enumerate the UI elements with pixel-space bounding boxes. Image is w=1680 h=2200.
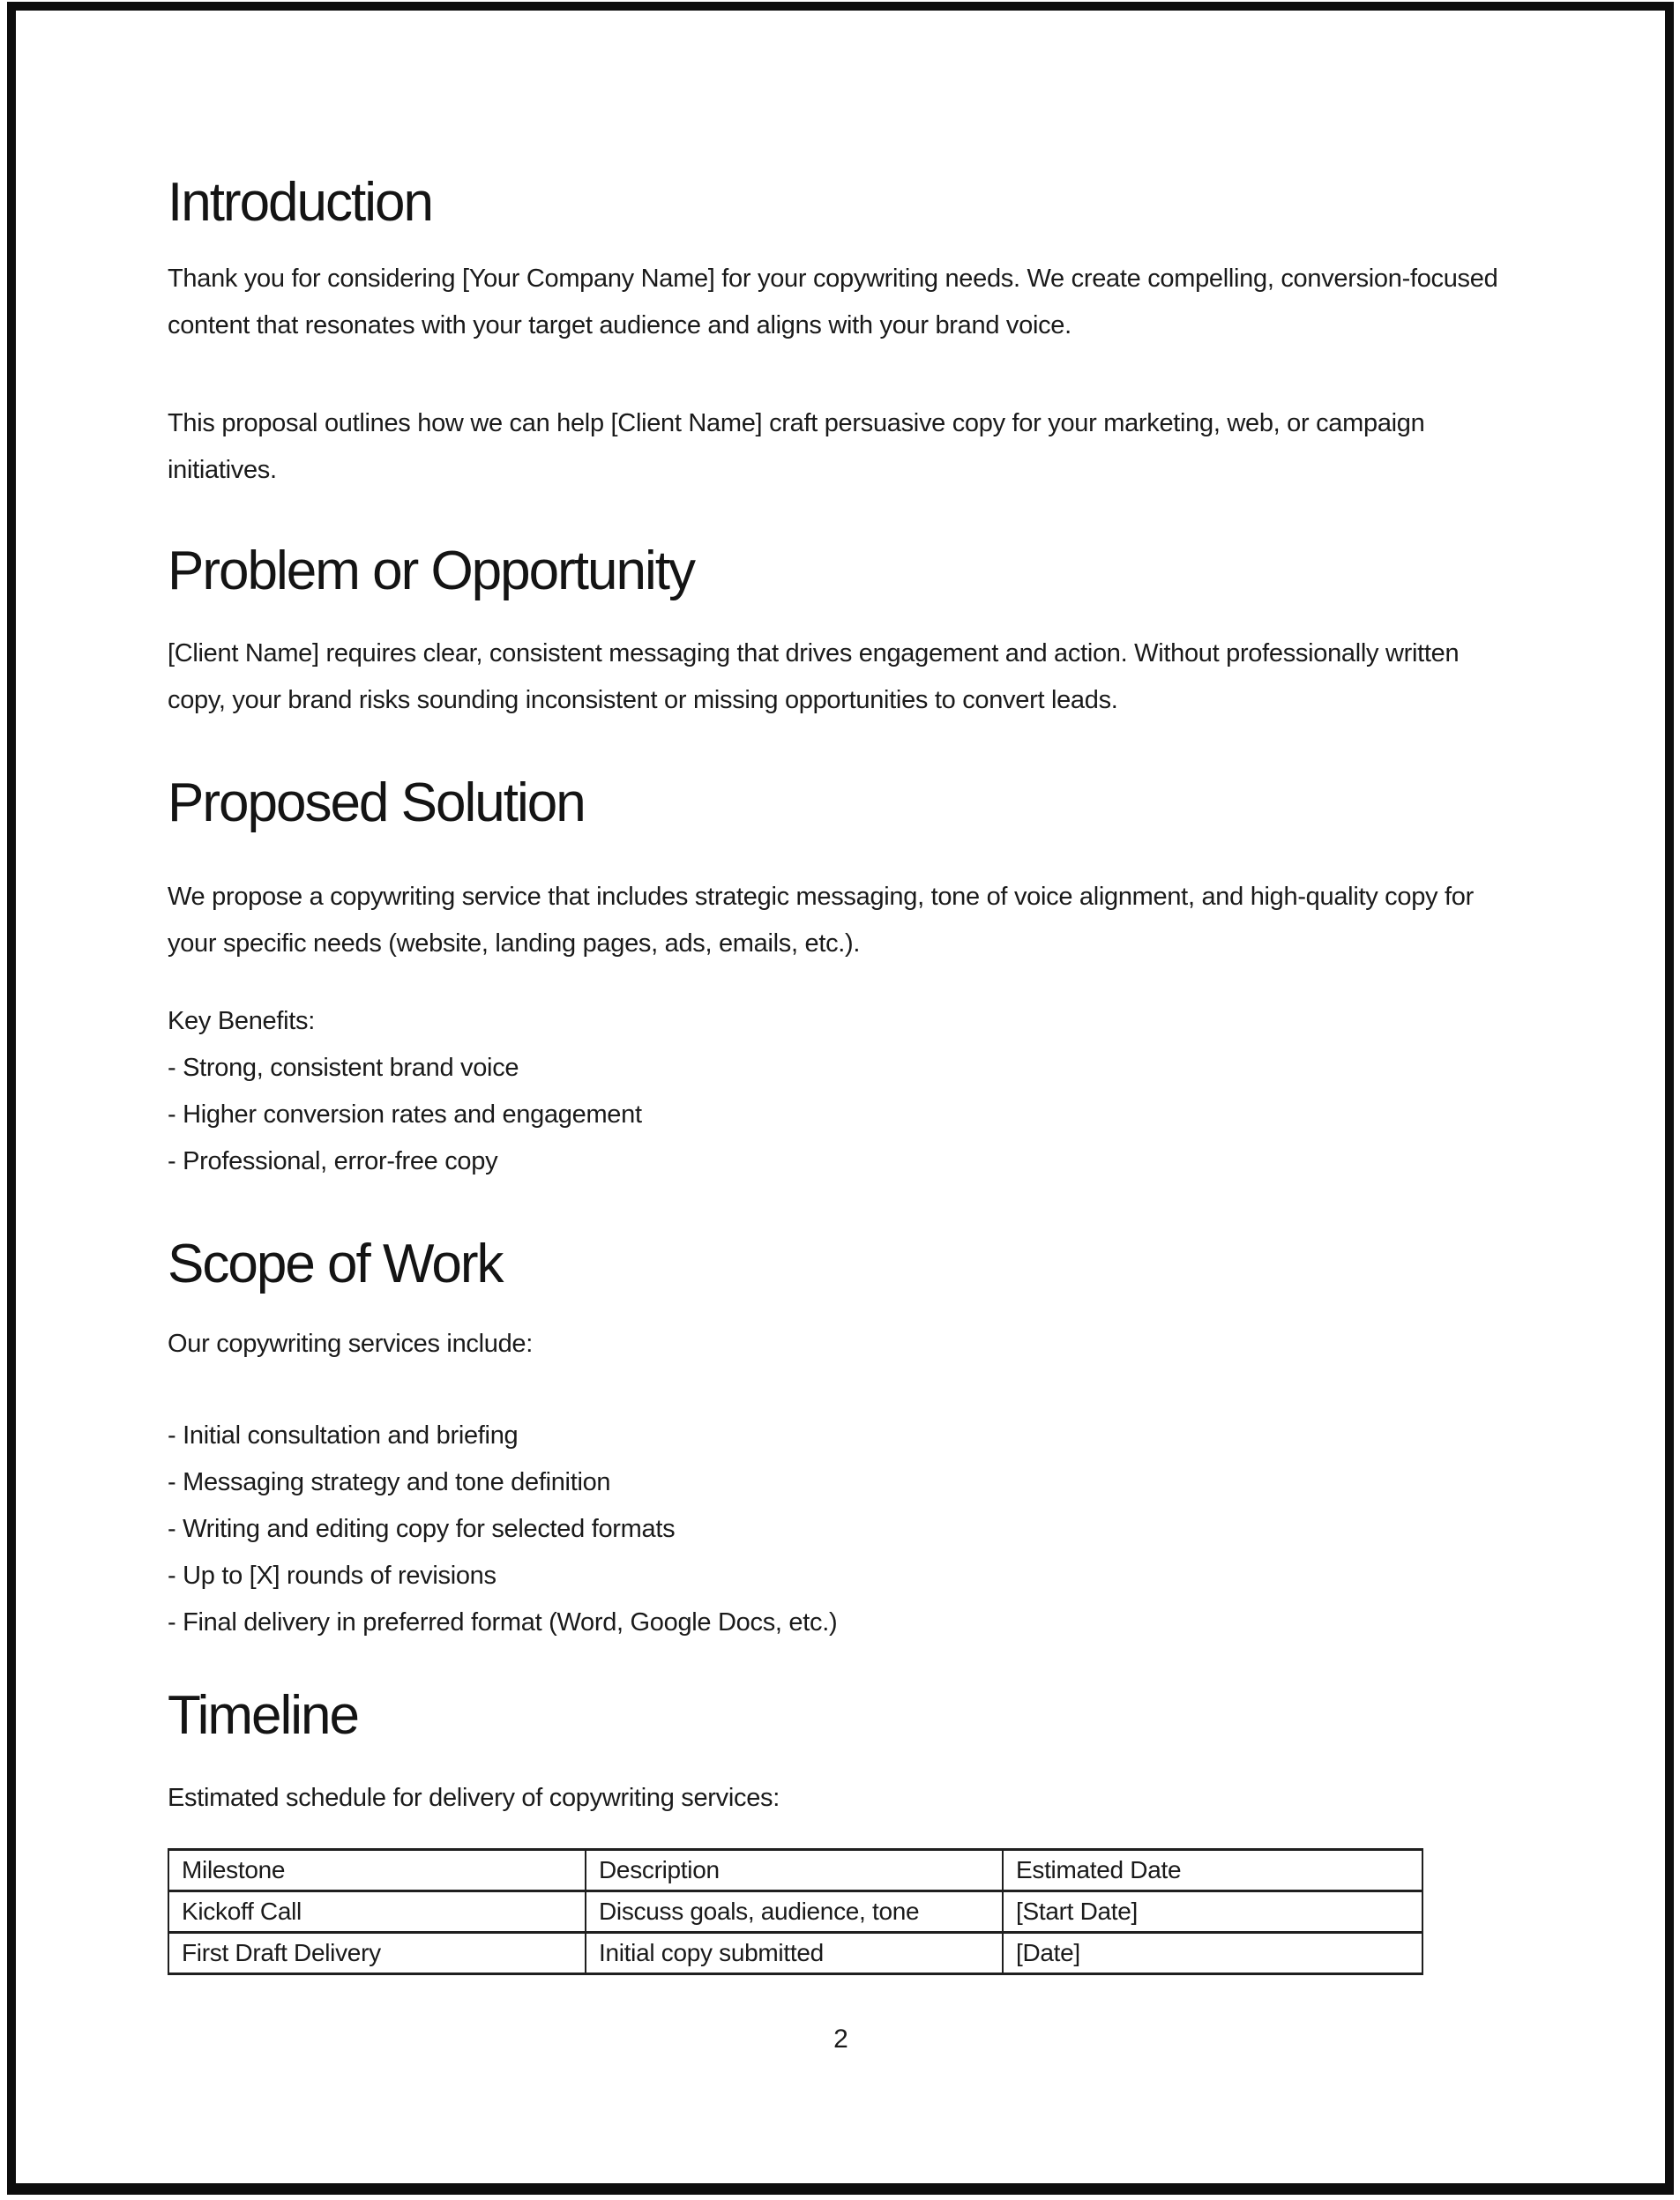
- page-number: 2: [833, 2024, 848, 2054]
- list-item: - Strong, consistent brand voice: [168, 1053, 519, 1082]
- page-content: [168, 0, 1514, 2055]
- paragraph-introduction-2: This proposal outlines how we can help [Client Name] craft persuasive copy for your marketing, web, or campaign initiatives.: [168, 409, 1425, 485]
- list-item: - Up to [X] rounds of revisions: [168, 1561, 497, 1590]
- table-cell-milestone: Kickoff Call: [168, 1891, 586, 1932]
- table-cell-estimated-date: [Date]: [1003, 1932, 1422, 1973]
- table-row: [168, 1932, 1422, 1973]
- table-cell-milestone: First Draft Delivery: [168, 1932, 586, 1973]
- list-item: - Initial consultation and briefing: [168, 1421, 519, 1450]
- table-cell-estimated-date: [Start Date]: [1003, 1891, 1422, 1932]
- key-benefits-list: [168, 998, 1514, 1185]
- list-item: - Final delivery in preferred format (Word, Google Docs, etc.): [168, 1607, 838, 1637]
- table-header-milestone: Milestone: [168, 1849, 586, 1891]
- scope-of-work-list: [168, 1413, 1514, 1646]
- paragraph-introduction-1: Thank you for considering [Your Company Name] for your copywriting needs. We create compelling, conversion-focused content that resonates with your target audience and aligns with your brand voice.: [168, 265, 1498, 340]
- paragraph-problem-1: [Client Name] requires clear, consistent messaging that drives engagement and action. Without professionally written copy, your brand risks sounding inconsistent or missing opportunities to convert leads.: [168, 639, 1460, 715]
- table-header-estimated-date: Estimated Date: [1003, 1849, 1422, 1891]
- table-cell-description: Discuss goals, audience, tone: [586, 1891, 1003, 1932]
- table-cell-description: Initial copy submitted: [586, 1932, 1003, 1973]
- list-item: - Higher conversion rates and engagement: [168, 1100, 642, 1129]
- heading-timeline: Timeline: [168, 1684, 358, 1746]
- table-row: [168, 1891, 1422, 1932]
- heading-problem-or-opportunity: Problem or Opportunity: [168, 541, 694, 602]
- paragraph-timeline-intro: Estimated schedule for delivery of copywriting services:: [168, 1783, 780, 1812]
- list-item: - Messaging strategy and tone definition: [168, 1467, 611, 1496]
- paragraph-solution-1: We propose a copywriting service that includes strategic messaging, tone of voice alignment, and high-quality copy for your specific needs (website, landing pages, ads, emails, etc.).: [168, 882, 1474, 958]
- table-header-description: Description: [586, 1849, 1003, 1891]
- paragraph-scope-intro: Our copywriting services include:: [168, 1329, 533, 1358]
- key-benefits-label: Key Benefits:: [168, 1006, 315, 1035]
- table-header-row: [168, 1849, 1422, 1891]
- list-item: - Professional, error-free copy: [168, 1146, 498, 1175]
- list-item: - Writing and editing copy for selected formats: [168, 1514, 676, 1543]
- heading-proposed-solution: Proposed Solution: [168, 772, 585, 834]
- heading-introduction: Introduction: [168, 172, 432, 233]
- timeline-table: [168, 1848, 1423, 1975]
- heading-scope-of-work: Scope of Work: [168, 1233, 503, 1294]
